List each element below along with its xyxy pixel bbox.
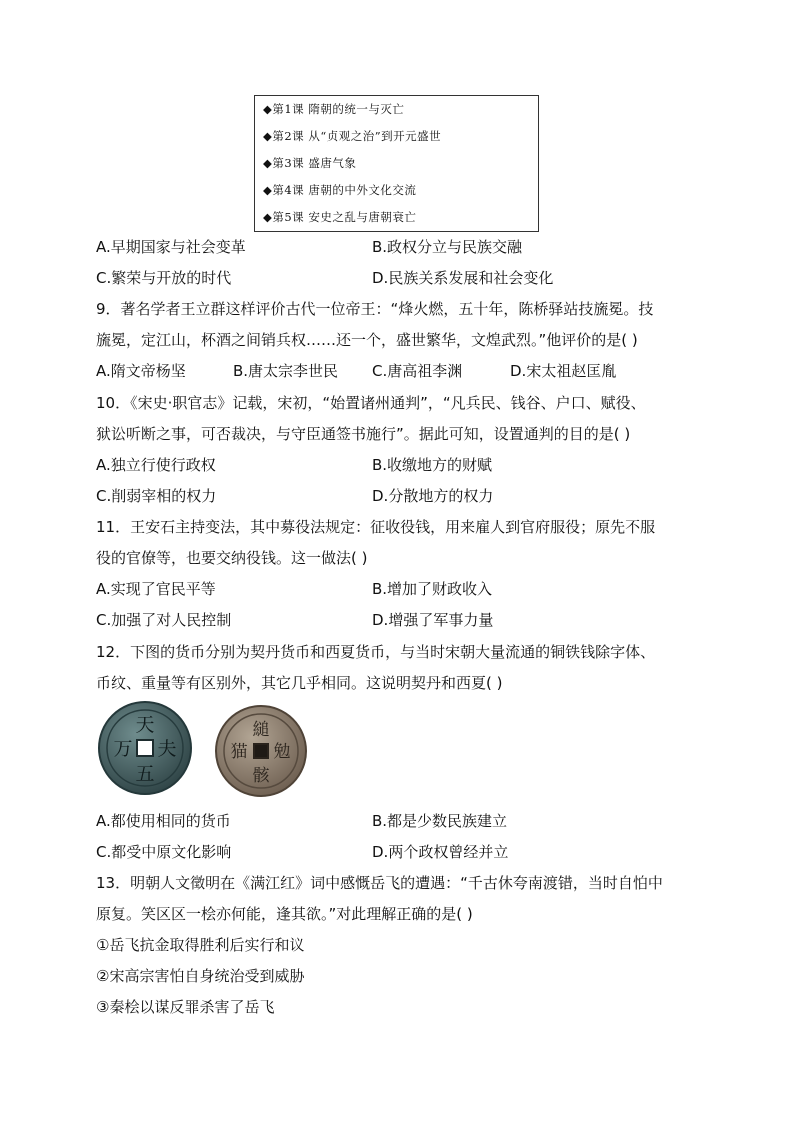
q8-option-b: B.政权分立与民族交融 — [372, 238, 523, 256]
q11-option-c: C.加强了对人民控制 — [96, 611, 232, 629]
coin2-left-char: 猫 — [230, 742, 248, 762]
outline-item-3: ◆第3课 盛唐气象 — [263, 156, 357, 170]
western-xia-coin-image — [214, 704, 308, 798]
q10-option-d: D.分散地方的权力 — [372, 487, 494, 505]
q11-option-d: D.增强了军事力量 — [372, 611, 494, 629]
q12-option-a: A.都使用相同的货币 — [96, 812, 231, 830]
q10-stem-line-2: 狱讼听断之事，可否裁决，与守臣通签书施行”。据此可知，设置通判的目的是( ) — [96, 425, 631, 443]
q9-option-c: C.唐高祖李渊 — [372, 362, 463, 380]
q13-statement-3: ③秦桧以谋反罪杀害了岳飞 — [96, 998, 275, 1016]
q10-option-c: C.削弱宰相的权力 — [96, 487, 217, 505]
q13-stem-line-2: 原复。笑区区一桧亦何能，逢其欲。”对此理解正确的是( ) — [96, 905, 473, 923]
q9-option-d: D.宋太祖赵匡胤 — [510, 362, 617, 380]
q11-stem-line-2: 役的官僚等，也要交纳役钱。这一做法( ) — [96, 549, 368, 567]
q10-option-b: B.收缴地方的财赋 — [372, 456, 493, 474]
q8-option-c: C.繁荣与开放的时代 — [96, 269, 232, 287]
q11-option-b: B.增加了财政收入 — [372, 580, 493, 598]
coin2-right-char: 勉 — [273, 742, 291, 762]
q9-option-b: B.唐太宗李世民 — [233, 362, 339, 380]
outline-item-4: ◆第4课 唐朝的中外文化交流 — [263, 183, 417, 197]
q13-statement-2: ②宋高宗害怕自身统治受到威胁 — [96, 967, 305, 985]
q9-stem-line-2: 旒冕，定江山，杯酒之间销兵权……还一个，盛世繁华，文煌武烈。”他评价的是( ) — [96, 331, 638, 349]
q10-stem-line-1: 10．《宋史·职官志》记载，宋初，“始置诸州通判”，“凡兵民、钱谷、户口、赋役、 — [96, 394, 646, 412]
q13-statement-1: ①岳飞抗金取得胜利后实行和议 — [96, 936, 305, 954]
q13-stem-line-1: 13．明朝人文徵明在《满江红》词中感慨岳飞的遭遇：“千古休夸南渡错，当时自怕中 — [96, 874, 663, 892]
q10-option-a: A.独立行使行政权 — [96, 456, 216, 474]
q12-option-c: C.都受中原文化影响 — [96, 843, 232, 861]
q11-stem-line-1: 11．王安石主持变法，其中募役法规定：征收役钱，用来雇人到官府服役；原先不服 — [96, 518, 656, 536]
outline-item-5: ◆第5课 安史之乱与唐朝衰亡 — [263, 210, 417, 224]
coin1-top-char: 天 — [135, 714, 155, 736]
coin1-left-char: 万 — [113, 738, 133, 760]
coin1-bottom-char: 五 — [135, 763, 155, 785]
q9-stem-line-1: 9．著名学者王立群这样评价古代一位帝王：“烽火燃，五十年，陈桥驿站技旒冕。技 — [96, 300, 654, 318]
outline-item-2: ◆第2课 从“贞观之治”到开元盛世 — [263, 129, 442, 143]
coin2-bottom-char: 骸 — [252, 766, 270, 786]
outline-item-1: ◆第1课 隋朝的统一与灭亡 — [263, 102, 405, 116]
coin1-right-char: 夫 — [157, 738, 177, 760]
q9-option-a: A.隋文帝杨坚 — [96, 362, 186, 380]
q8-option-d: D.民族关系发展和社会变化 — [372, 269, 554, 287]
chapter-outline-box — [254, 95, 539, 232]
q12-stem-line-1: 12．下图的货币分别为契丹货币和西夏货币，与当时宋朝大量流通的铜铁钱除字体、 — [96, 643, 656, 661]
q12-option-b: B.都是少数民族建立 — [372, 812, 508, 830]
q11-option-a: A.实现了官民平等 — [96, 580, 216, 598]
q8-option-a: A.早期国家与社会变革 — [96, 238, 246, 256]
q12-option-d: D.两个政权曾经并立 — [372, 843, 509, 861]
khitan-coin-image — [97, 700, 193, 796]
coin2-top-char: 縋 — [252, 720, 270, 740]
q12-stem-line-2: 币纹、重量等有区别外，其它几乎相同。这说明契丹和西夏( ) — [96, 674, 503, 692]
